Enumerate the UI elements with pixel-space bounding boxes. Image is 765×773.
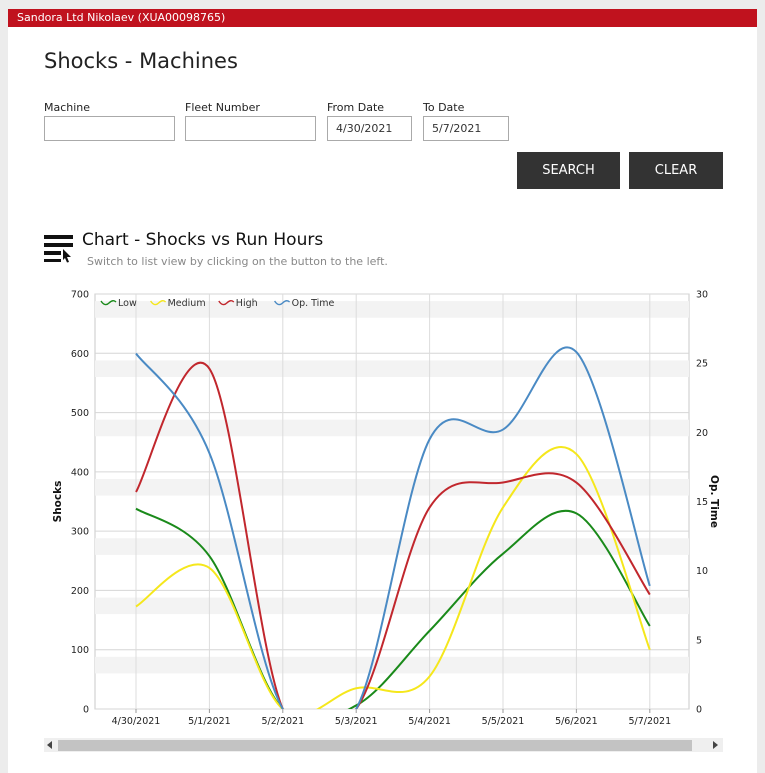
y-tick-label: 700 <box>70 289 89 301</box>
x-tick-label: 5/7/2021 <box>628 716 672 727</box>
legend-label-high: High <box>235 298 258 309</box>
to-date-label: To Date <box>423 101 465 114</box>
y2-tick-label: 15 <box>696 497 709 508</box>
plot-area <box>95 294 689 709</box>
account-name: Sandora Ltd Nikolaev (XUA00098765) <box>17 11 226 24</box>
y-tick-label: 500 <box>70 408 89 420</box>
y-tick-label: 100 <box>70 645 89 657</box>
y2-axis-title: Op. Time <box>708 475 720 528</box>
chart-horizontal-scrollbar[interactable] <box>44 738 723 752</box>
x-tick-label: 5/5/2021 <box>481 716 525 727</box>
fleet-number-label: Fleet Number <box>185 101 260 114</box>
grid-band <box>95 538 689 555</box>
grid-band <box>95 360 689 377</box>
x-tick-label: 5/4/2021 <box>408 716 451 727</box>
page-title: Shocks - Machines <box>44 49 238 73</box>
y2-tick-label: 5 <box>696 635 703 647</box>
legend-label-medium: Medium <box>167 298 206 309</box>
scroll-left-arrow-icon[interactable] <box>47 741 52 749</box>
y-tick-label: 0 <box>82 704 89 716</box>
account-header-bar <box>8 9 757 27</box>
scrollbar-thumb[interactable] <box>58 740 692 751</box>
grid-band <box>95 420 689 437</box>
x-tick-label: 5/2/2021 <box>261 716 305 727</box>
legend-label-op-time: Op. Time <box>291 298 335 309</box>
y2-tick-label: 20 <box>696 427 709 439</box>
clear-button[interactable]: CLEAR <box>629 152 723 189</box>
y-tick-label: 600 <box>70 348 89 360</box>
y2-tick-label: 0 <box>696 704 703 716</box>
grid-band <box>95 479 689 496</box>
shocks-vs-run-hours-chart <box>8 27 757 737</box>
from-date-label: From Date <box>327 101 385 114</box>
x-tick-label: 4/30/2021 <box>111 716 161 727</box>
grid-band <box>95 657 689 674</box>
y2-tick-label: 25 <box>696 358 709 370</box>
machine-label: Machine <box>44 101 91 114</box>
x-tick-label: 5/1/2021 <box>188 716 231 727</box>
legend-label-low: Low <box>118 298 137 309</box>
y-tick-label: 400 <box>70 467 89 479</box>
chart-title: Chart - Shocks vs Run Hours <box>82 230 324 250</box>
y-tick-label: 300 <box>70 526 89 538</box>
x-tick-label: 5/3/2021 <box>334 716 378 727</box>
y-tick-label: 200 <box>70 585 89 597</box>
y-axis-title: Shocks <box>52 480 64 523</box>
x-tick-label: 5/6/2021 <box>555 716 598 727</box>
chart-subtitle: Switch to list view by clicking on the button to the left. <box>87 255 388 268</box>
y2-tick-label: 30 <box>696 289 709 301</box>
y2-tick-label: 10 <box>696 566 709 578</box>
main-panel <box>8 27 757 773</box>
search-button[interactable]: SEARCH <box>517 152 620 189</box>
scroll-right-arrow-icon[interactable] <box>713 741 718 749</box>
